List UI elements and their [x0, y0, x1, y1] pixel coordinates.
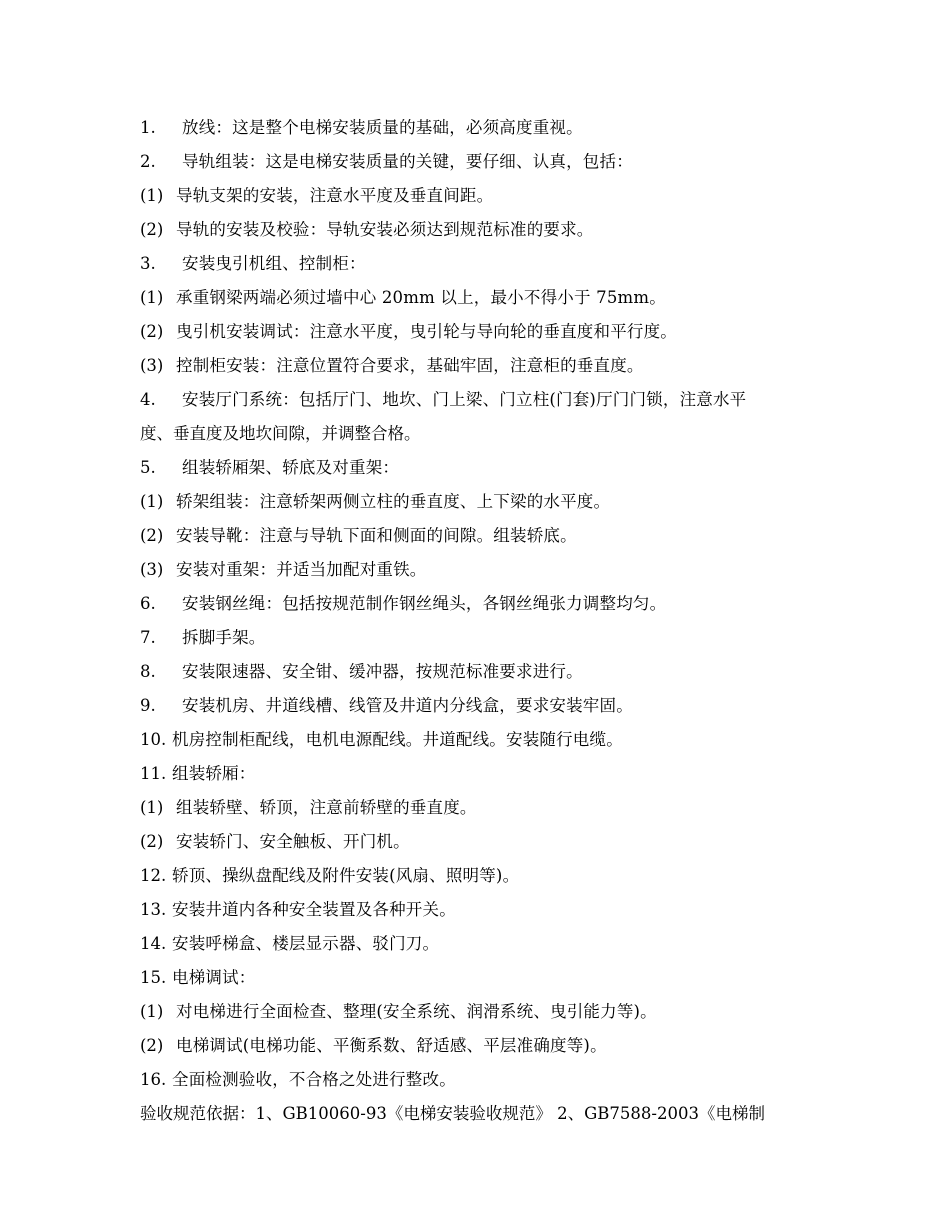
- item-number: 10.: [140, 730, 167, 749]
- item-number: (1): [140, 1002, 164, 1021]
- paragraph-continuation: 度、垂直度及地坎间隙，并调整合格。: [140, 424, 421, 443]
- item-number: 16.: [140, 1070, 167, 1089]
- item-text: 控制柜安装：注意位置符合要求，基础牢固，注意柜的垂直度。: [176, 356, 644, 375]
- item-text: 安装井道内各种安全装置及各种开关。: [172, 900, 456, 919]
- sub-item: [140, 825, 820, 859]
- item-number: (2): [140, 832, 164, 851]
- item-text: 拆脚手架。: [182, 628, 266, 647]
- item-number: 1.: [140, 118, 156, 137]
- item-number: 12.: [140, 866, 167, 885]
- item-number: (2): [140, 526, 164, 545]
- list-item: [140, 621, 820, 655]
- item-text: 导轨的安装及校验：导轨安装必须达到规范标准的要求。: [176, 220, 594, 239]
- list-item: [140, 111, 820, 145]
- item-text: 安装导靴：注意与导轨下面和侧面的间隙。组装轿底。: [176, 526, 577, 545]
- list-item: [140, 451, 820, 485]
- list-item: [140, 927, 820, 961]
- item-number: 13.: [140, 900, 167, 919]
- sub-item: [140, 1029, 820, 1063]
- item-text: 组装轿厢：: [172, 764, 256, 783]
- item-number: 3.: [140, 254, 156, 273]
- item-number: (2): [140, 322, 164, 341]
- item-number: (2): [140, 1036, 164, 1055]
- item-text: 全面检测验收，不合格之处进行整改。: [172, 1070, 456, 1089]
- sub-item: [140, 179, 820, 213]
- item-number: 15.: [140, 968, 167, 987]
- item-text: 安装轿门、安全触板、开门机。: [176, 832, 410, 851]
- item-text: 安装呼梯盒、楼层显示器、驳门刀。: [172, 934, 440, 953]
- item-text: 安装厅门系统：包括厅门、地坎、门上梁、门立柱(门套)厅门门锁，注意水平: [182, 390, 747, 409]
- item-text: 对电梯进行全面检查、整理(安全系统、润滑系统、曳引能力等)。: [176, 1002, 657, 1021]
- item-text: 导轨支架的安装，注意水平度及垂直间距。: [176, 186, 494, 205]
- sub-item: [140, 281, 820, 315]
- item-text: 组装轿厢架、轿底及对重架：: [182, 458, 400, 477]
- item-text: 承重钢梁两端必须过墙中心 20mm 以上，最小不得小于 75mm。: [176, 288, 666, 307]
- item-text: 安装机房、井道线槽、线管及井道内分线盒，要求安装牢固。: [182, 696, 633, 715]
- sub-item: [140, 315, 820, 349]
- item-text: 安装限速器、安全钳、缓冲器，按规范标准要求进行。: [182, 662, 583, 681]
- item-number: 14.: [140, 934, 167, 953]
- item-number: (1): [140, 288, 164, 307]
- item-text: 轿架组装：注意轿架两侧立柱的垂直度、上下梁的水平度。: [176, 492, 611, 511]
- list-item: [140, 1063, 820, 1097]
- list-item: [140, 893, 820, 927]
- item-text: 安装钢丝绳：包括按规范制作钢丝绳头，各钢丝绳张力调整均匀。: [182, 594, 667, 613]
- item-text: 曳引机安装调试：注意水平度，曳引轮与导向轮的垂直度和平行度。: [176, 322, 677, 341]
- paragraph-continuation: 验收规范依据：1、GB10060-93《电梯安装验收规范》 2、GB7588-2003《电梯制: [140, 1104, 765, 1123]
- list-item: [140, 247, 820, 281]
- sub-item: [140, 519, 820, 553]
- sub-item: [140, 791, 820, 825]
- list-item: [140, 961, 820, 995]
- list-item: [140, 655, 820, 689]
- item-text: 组装轿壁、轿顶，注意前轿壁的垂直度。: [176, 798, 477, 817]
- item-text: 机房控制柜配线，电机电源配线。井道配线。安装随行电缆。: [172, 730, 623, 749]
- sub-item: [140, 349, 820, 383]
- item-text: 电梯调试：: [172, 968, 256, 987]
- item-number: 11.: [140, 764, 167, 783]
- item-number: (2): [140, 220, 164, 239]
- item-number: (1): [140, 492, 164, 511]
- item-text: 电梯调试(电梯功能、平衡系数、舒适感、平层准确度等)。: [176, 1036, 607, 1055]
- sub-item: [140, 485, 820, 519]
- list-item: [140, 757, 820, 791]
- document-body: [140, 111, 820, 1131]
- list-item: [140, 859, 820, 893]
- item-text: 安装曳引机组、控制柜：: [182, 254, 366, 273]
- item-number: (1): [140, 186, 164, 205]
- list-item: [140, 587, 820, 621]
- item-number: 4.: [140, 390, 156, 409]
- sub-item: [140, 213, 820, 247]
- sub-item: [140, 553, 820, 587]
- item-number: 2.: [140, 152, 156, 171]
- item-text: 放线：这是整个电梯安装质量的基础，必须高度重视。: [182, 118, 583, 137]
- item-text: 安装对重架：并适当加配对重铁。: [176, 560, 427, 579]
- item-number: 5.: [140, 458, 156, 477]
- item-number: 6.: [140, 594, 156, 613]
- item-number: 8.: [140, 662, 156, 681]
- item-number: (1): [140, 798, 164, 817]
- item-text: 轿顶、操纵盘配线及附件安装(风扇、照明等)。: [172, 866, 520, 885]
- sub-item: [140, 995, 820, 1029]
- list-item: [140, 145, 820, 179]
- item-number: 9.: [140, 696, 156, 715]
- list-item: [140, 383, 820, 417]
- list-item: [140, 723, 820, 757]
- item-number: (3): [140, 560, 164, 579]
- item-number: (3): [140, 356, 164, 375]
- item-text: 导轨组装：这是电梯安装质量的关键，要仔细、认真，包括：: [182, 152, 633, 171]
- list-item: [140, 689, 820, 723]
- item-number: 7.: [140, 628, 156, 647]
